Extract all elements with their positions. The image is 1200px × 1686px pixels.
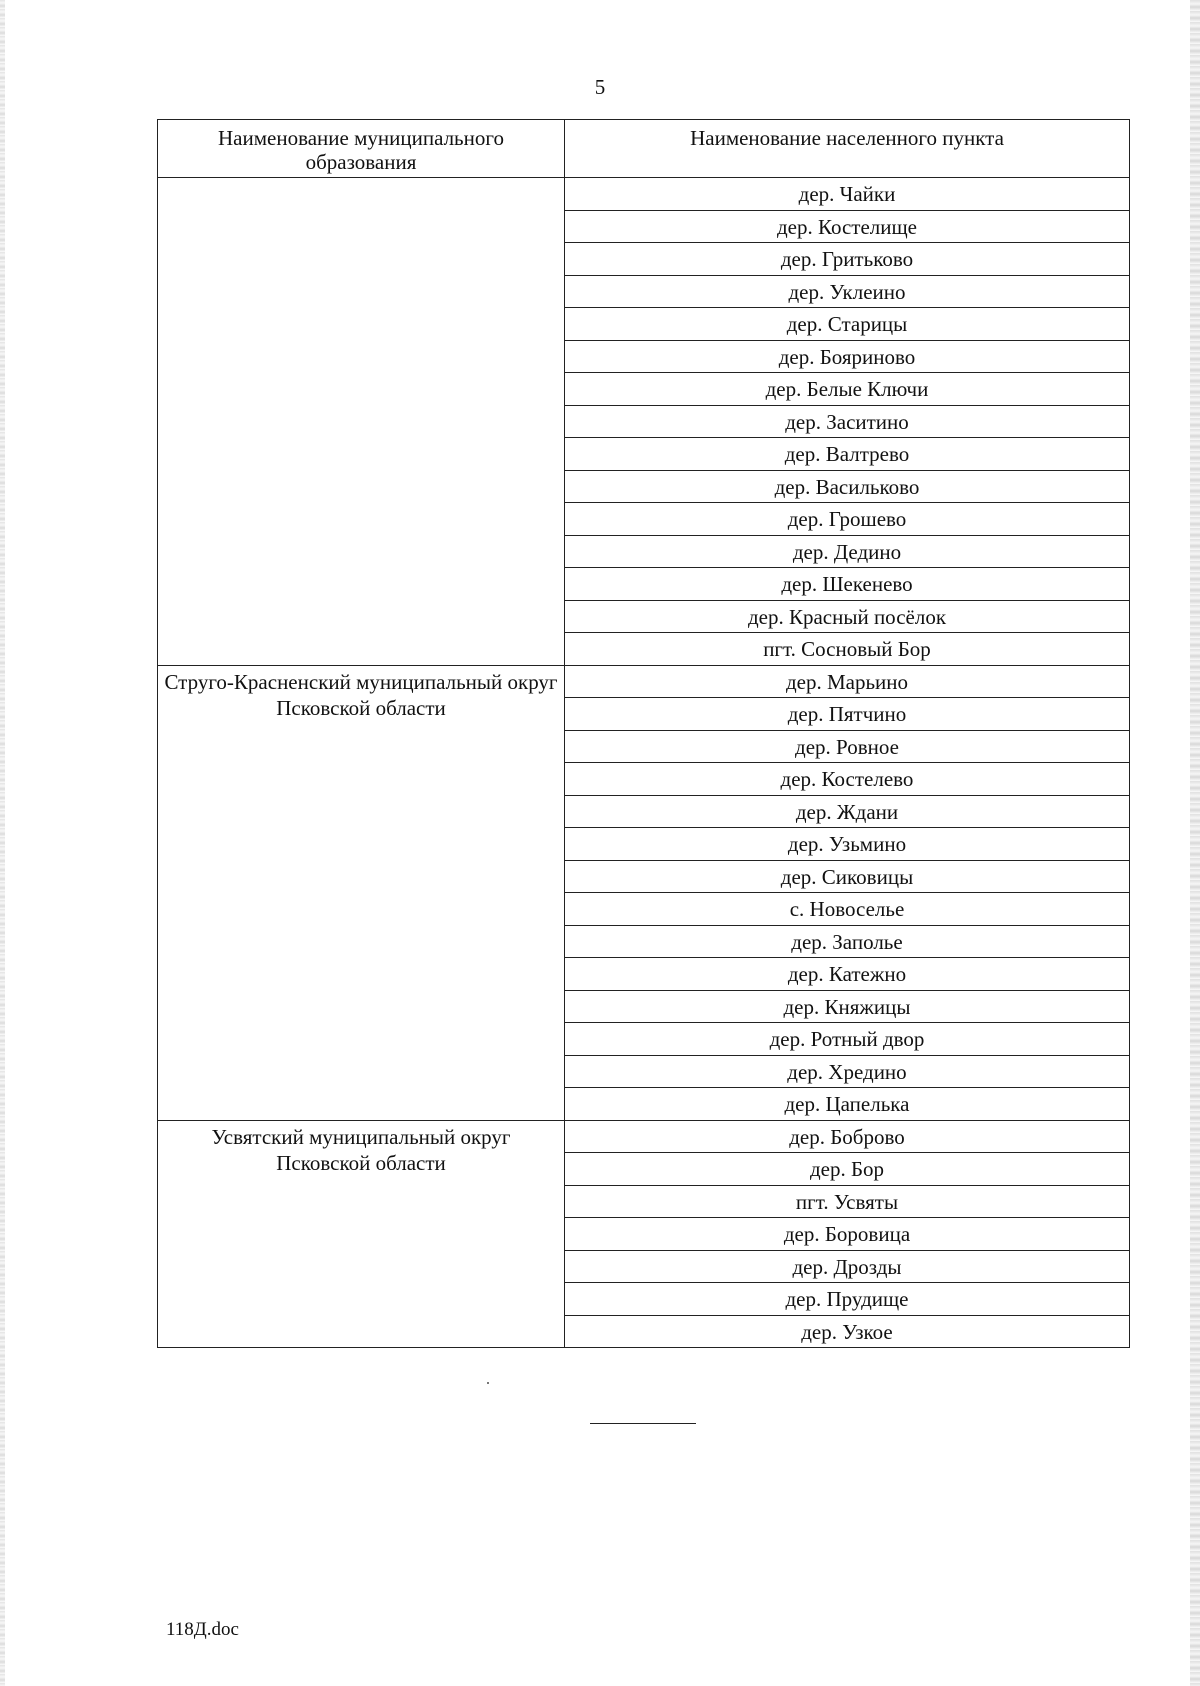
settlement-cell: пгт. Сосновый Бор <box>565 633 1130 666</box>
municipality-cell: Струго-Красненский муниципальный округ Псковской области <box>158 665 565 1120</box>
settlement-cell: дер. Белые Ключи <box>565 373 1130 406</box>
settlement-cell: дер. Костелище <box>565 210 1130 243</box>
settlement-cell: дер. Заситино <box>565 405 1130 438</box>
settlement-cell: дер. Узьмино <box>565 828 1130 861</box>
settlement-cell: дер. Цапелька <box>565 1088 1130 1121</box>
settlement-cell: дер. Боровица <box>565 1218 1130 1251</box>
settlement-cell: дер. Старицы <box>565 308 1130 341</box>
settlement-cell: с. Новоселье <box>565 893 1130 926</box>
settlements-table <box>157 119 1130 1348</box>
settlement-cell: дер. Васильково <box>565 470 1130 503</box>
settlement-cell: дер. Хредино <box>565 1055 1130 1088</box>
header-municipality: Наименование муниципального образования <box>158 120 565 178</box>
scan-edge-left <box>0 0 5 1686</box>
settlement-cell: дер. Марьино <box>565 665 1130 698</box>
settlement-cell: дер. Боброво <box>565 1120 1130 1153</box>
file-name: 118Д.doc <box>166 1619 239 1640</box>
settlement-cell: дер. Ждани <box>565 795 1130 828</box>
settlement-cell: пгт. Усвяты <box>565 1185 1130 1218</box>
table-row <box>158 1120 1130 1153</box>
settlement-cell: дер. Княжицы <box>565 990 1130 1023</box>
settlement-cell: дер. Заполье <box>565 925 1130 958</box>
municipality-cell <box>158 178 565 666</box>
header-settlement: Наименование населенного пункта <box>565 120 1130 178</box>
settlement-cell: дер. Шекенево <box>565 568 1130 601</box>
settlement-cell: дер. Пятчино <box>565 698 1130 731</box>
page-number: 5 <box>594 75 606 99</box>
scan-edge-right <box>1190 0 1200 1686</box>
settlement-cell: дер. Прудище <box>565 1283 1130 1316</box>
settlement-cell: дер. Дедино <box>565 535 1130 568</box>
municipality-cell: Усвятский муниципальный округ Псковской области <box>158 1120 565 1348</box>
settlement-cell: дер. Валтрево <box>565 438 1130 471</box>
scan-speck <box>487 1382 489 1384</box>
settlement-cell: дер. Узкое <box>565 1315 1130 1348</box>
settlement-cell: дер. Грошево <box>565 503 1130 536</box>
settlement-cell: дер. Уклеино <box>565 275 1130 308</box>
settlement-cell: дер. Катежно <box>565 958 1130 991</box>
settlement-cell: дер. Гритьково <box>565 243 1130 276</box>
footer-rule <box>590 1423 696 1424</box>
settlement-cell: дер. Чайки <box>565 178 1130 211</box>
settlement-cell: дер. Ротный двор <box>565 1023 1130 1056</box>
settlement-cell: дер. Красный посёлок <box>565 600 1130 633</box>
settlement-cell: дер. Дрозды <box>565 1250 1130 1283</box>
table-header-row <box>158 120 1130 178</box>
settlement-cell: дер. Сиковицы <box>565 860 1130 893</box>
settlement-cell: дер. Бор <box>565 1153 1130 1186</box>
table-row <box>158 665 1130 698</box>
settlement-cell: дер. Бояриново <box>565 340 1130 373</box>
settlement-cell: дер. Костелево <box>565 763 1130 796</box>
settlement-cell: дер. Ровное <box>565 730 1130 763</box>
table-body <box>158 178 1130 1348</box>
table-row <box>158 178 1130 211</box>
